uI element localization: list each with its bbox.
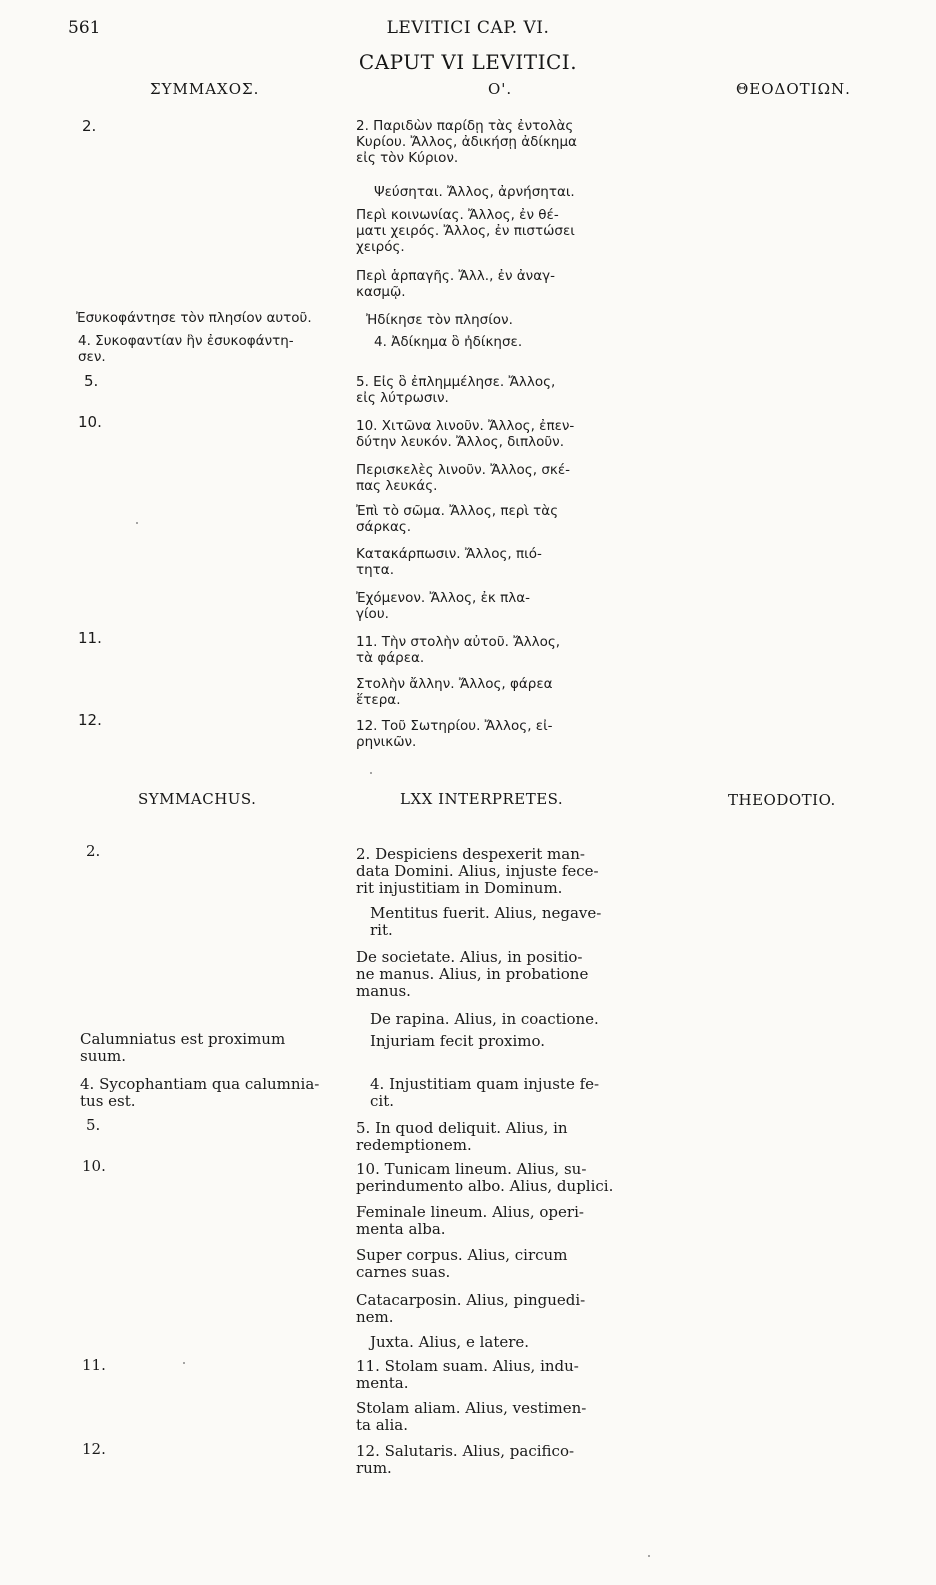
latin-lxx-entry: 12. Salutaris. Alius, pacifico- rum.: [356, 1442, 575, 1477]
greek-lxx-entry: 12. Τοῦ Σωτηρίου. Ἄλλος, εἰ- ρηνικῶν.: [356, 718, 553, 750]
greek-symmachus-verse: 5.: [84, 372, 99, 390]
greek-header-symmachus: ΣΥΜΜΑΧΟΣ.: [150, 80, 260, 98]
greek-header-lxx: Ο'.: [488, 80, 513, 98]
greek-lxx-entry: 4. Ἀδίκημα ὃ ἠδίκησε.: [374, 334, 523, 350]
latin-lxx-entry: De rapina. Alius, in coactione.: [370, 1010, 599, 1028]
latin-lxx-entry: Juxta. Alius, e latere.: [370, 1333, 530, 1351]
latin-symmachus-verse: Calumniatus est proximum suum.: [80, 1030, 286, 1065]
greek-lxx-entry: 2. Παριδὼν παρίδῃ τὰς ἐντολὰς Κυρίου. Ἄλλος, ἀδικήσῃ ἀδίκημα εἰς τὸν Κύριον.: [356, 118, 577, 166]
greek-lxx-entry: Ψεύσηται. Ἄλλος, ἀρνήσηται.: [374, 184, 575, 200]
latin-lxx-entry: De societate. Alius, in positio- ne manus. Alius, in probatione manus.: [356, 948, 589, 1000]
latin-header-symmachus: SYMMACHUS.: [138, 790, 257, 808]
running-title: LEVITICI CAP. VI.: [386, 18, 550, 38]
latin-symmachus-verse: 12.: [82, 1440, 106, 1458]
greek-lxx-entry: 5. Εἰς ὃ ἐπλημμέλησε. Ἄλλος, εἰς λύτρωσιν.: [356, 374, 556, 406]
page-number: 561: [68, 18, 101, 38]
greek-lxx-entry: Κατακάρπωσιν. Ἄλλος, πιό- τητα.: [356, 546, 542, 578]
greek-lxx-entry: 10. Χιτῶνα λινοῦν. Ἄλλος, ἐπεν- δύτην λευκόν. Ἄλλος, διπλοῦν.: [356, 418, 575, 450]
greek-symmachus-verse: Ἐσυκοφάντησε τὸν πλησίον αυτοῦ.: [76, 310, 312, 326]
greek-symmachus-verse: 10.: [78, 413, 102, 431]
greek-lxx-entry: 11. Τὴν στολὴν αὐτοῦ. Ἄλλος, τὰ φάρεα.: [356, 634, 561, 666]
latin-header-theodotio: THEODOTIO.: [728, 791, 836, 809]
latin-lxx-entry: 4. Injustitiam quam injuste fe- cit.: [370, 1075, 600, 1110]
latin-lxx-entry: Stolam aliam. Alius, vestimen- ta alia.: [356, 1399, 587, 1434]
greek-lxx-entry: Ἠδίκησε τὸν πλησίον.: [366, 312, 513, 328]
latin-lxx-entry: 5. In quod deliquit. Alius, in redemptionem.: [356, 1119, 568, 1154]
latin-lxx-entry: Super corpus. Alius, circum carnes suas.: [356, 1246, 568, 1281]
latin-lxx-entry: Catacarposin. Alius, pinguedi- nem.: [356, 1291, 586, 1326]
greek-symmachus-verse: 11.: [78, 629, 102, 647]
latin-symmachus-verse: 11.: [82, 1356, 106, 1374]
latin-symmachus-verse: 10.: [82, 1157, 106, 1175]
greek-lxx-entry: Στολὴν ἄλλην. Ἄλλος, φάρεα ἕτερα.: [356, 676, 553, 708]
greek-lxx-entry: Ἐχόμενον. Ἄλλος, ἐκ πλα- γίου.: [356, 590, 531, 622]
latin-lxx-entry: 11. Stolam suam. Alius, indu- menta.: [356, 1357, 579, 1392]
latin-lxx-entry: Injuriam fecit proximo.: [370, 1032, 546, 1050]
greek-symmachus-verse: 4. Συκοφαντίαν ἣν ἐσυκοφάντη- σεν.: [78, 333, 294, 365]
latin-lxx-entry: 2. Despiciens despexerit man- data Domini. Alius, injuste fece- rit injustitiam in Dominum.: [356, 845, 599, 897]
latin-lxx-entry: 10. Tunicam lineum. Alius, su- perindumento albo. Alius, duplici.: [356, 1160, 614, 1195]
greek-symmachus-verse: 2.: [82, 117, 97, 135]
greek-lxx-entry: Ἐπὶ τὸ σῶμα. Ἄλλος, περὶ τὰς σάρκας.: [356, 503, 559, 535]
greek-header-theodotion: ΘΕΟΔΟΤΙΩΝ.: [736, 80, 851, 98]
greek-symmachus-verse: 12.: [78, 711, 102, 729]
greek-lxx-entry: Περισκελὲς λινοῦν. Ἄλλος, σκέ- πας λευκάς.: [356, 462, 570, 494]
latin-symmachus-verse: 5.: [86, 1116, 101, 1134]
latin-header-lxx: LXX INTERPRETES.: [400, 790, 564, 808]
latin-symmachus-verse: 2.: [86, 842, 101, 860]
greek-lxx-entry: Περὶ ἁρπαγῆς. Ἄλλ., ἐν ἀναγ- κασμῷ.: [356, 268, 555, 300]
latin-symmachus-verse: 4. Sycophantiam qua calumnia- tus est.: [80, 1075, 320, 1110]
caput-title: CAPUT VI LEVITICI.: [358, 50, 578, 74]
latin-lxx-entry: Feminale lineum. Alius, operi- menta alba.: [356, 1203, 584, 1238]
greek-lxx-entry: Περὶ κοινωνίας. Ἄλλος, ἐν θέ- ματι χειρός. Ἄλλος, ἐν πιστώσει χειρός.: [356, 207, 575, 255]
latin-lxx-entry: Mentitus fuerit. Alius, negave- rit.: [370, 904, 602, 939]
